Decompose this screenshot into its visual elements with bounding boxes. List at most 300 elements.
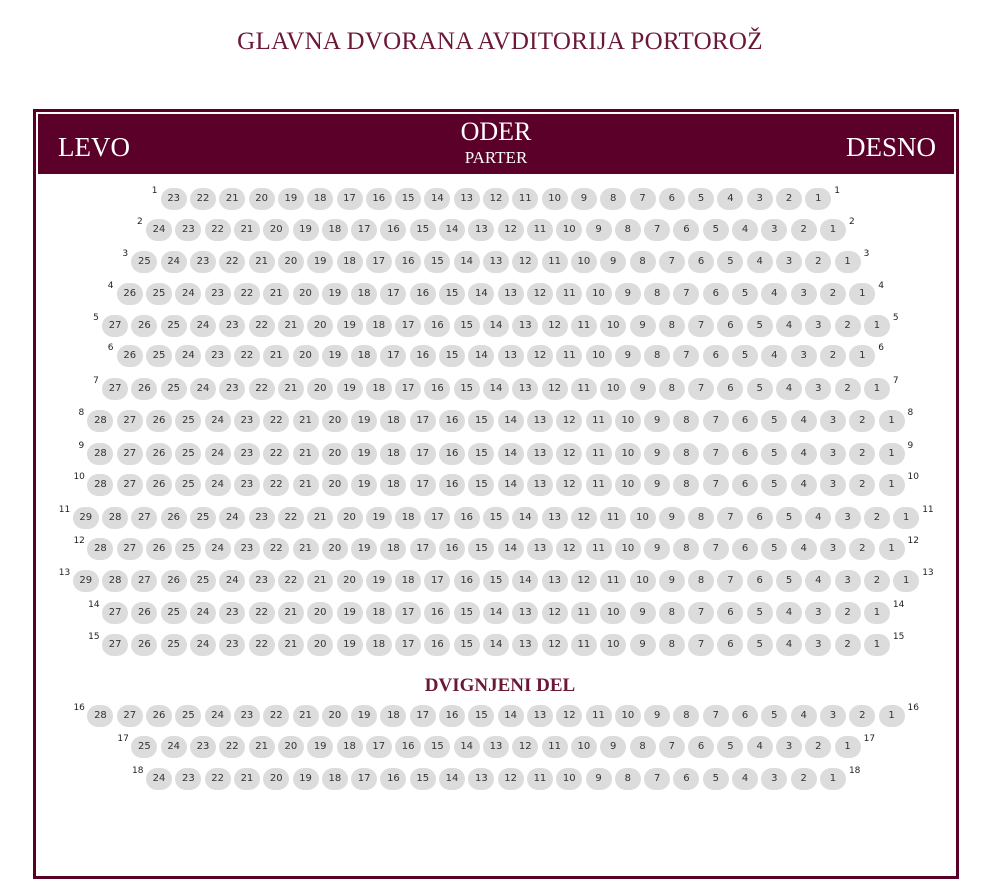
seat[interactable]: 8 bbox=[630, 251, 656, 273]
seat[interactable]: 23 bbox=[190, 251, 216, 273]
seat[interactable]: 2 bbox=[864, 570, 890, 592]
seat[interactable]: 25 bbox=[175, 538, 201, 560]
seat[interactable]: 9 bbox=[644, 410, 670, 432]
seat[interactable]: 2 bbox=[864, 507, 890, 529]
seat[interactable]: 17 bbox=[424, 570, 450, 592]
seat[interactable]: 25 bbox=[161, 378, 187, 400]
seat[interactable]: 23 bbox=[219, 378, 245, 400]
seat[interactable]: 14 bbox=[483, 315, 509, 337]
seat[interactable]: 19 bbox=[293, 219, 319, 241]
seat[interactable]: 24 bbox=[219, 570, 245, 592]
seat[interactable]: 12 bbox=[498, 219, 524, 241]
seat[interactable]: 10 bbox=[600, 634, 626, 656]
seat[interactable]: 16 bbox=[380, 219, 406, 241]
seat[interactable]: 23 bbox=[219, 602, 245, 624]
seat[interactable]: 3 bbox=[820, 410, 846, 432]
seat[interactable]: 1 bbox=[879, 410, 905, 432]
seat[interactable]: 11 bbox=[542, 251, 568, 273]
seat[interactable]: 8 bbox=[630, 736, 656, 758]
seat[interactable]: 26 bbox=[131, 315, 157, 337]
seat[interactable]: 6 bbox=[673, 219, 699, 241]
seat[interactable]: 5 bbox=[732, 345, 758, 367]
seat[interactable]: 1 bbox=[864, 315, 890, 337]
seat[interactable]: 2 bbox=[835, 315, 861, 337]
seat[interactable]: 21 bbox=[293, 538, 319, 560]
seat[interactable]: 1 bbox=[849, 345, 875, 367]
seat[interactable]: 21 bbox=[307, 570, 333, 592]
seat[interactable]: 11 bbox=[586, 443, 612, 465]
seat[interactable]: 27 bbox=[131, 570, 157, 592]
seat[interactable]: 26 bbox=[161, 570, 187, 592]
seat[interactable]: 24 bbox=[161, 251, 187, 273]
seat[interactable]: 24 bbox=[205, 474, 231, 496]
seat[interactable]: 20 bbox=[322, 705, 348, 727]
seat[interactable]: 7 bbox=[630, 188, 656, 210]
seat[interactable]: 9 bbox=[644, 474, 670, 496]
seat[interactable]: 4 bbox=[791, 443, 817, 465]
seat[interactable]: 19 bbox=[366, 570, 392, 592]
seat[interactable]: 5 bbox=[717, 736, 743, 758]
seat[interactable]: 24 bbox=[190, 634, 216, 656]
seat[interactable]: 17 bbox=[410, 443, 436, 465]
seat[interactable]: 20 bbox=[263, 219, 289, 241]
seat[interactable]: 1 bbox=[820, 219, 846, 241]
seat[interactable]: 11 bbox=[571, 634, 597, 656]
seat[interactable]: 4 bbox=[732, 219, 758, 241]
seat[interactable]: 14 bbox=[439, 219, 465, 241]
seat[interactable]: 5 bbox=[776, 507, 802, 529]
seat[interactable]: 26 bbox=[146, 538, 172, 560]
seat[interactable]: 13 bbox=[483, 251, 509, 273]
seat[interactable]: 4 bbox=[717, 188, 743, 210]
seat[interactable]: 19 bbox=[307, 251, 333, 273]
seat[interactable]: 27 bbox=[117, 443, 143, 465]
seat[interactable]: 23 bbox=[175, 219, 201, 241]
seat[interactable]: 3 bbox=[820, 474, 846, 496]
seat[interactable]: 12 bbox=[556, 705, 582, 727]
seat[interactable]: 28 bbox=[102, 570, 128, 592]
seat[interactable]: 26 bbox=[131, 634, 157, 656]
seat[interactable]: 6 bbox=[747, 570, 773, 592]
seat[interactable]: 9 bbox=[630, 378, 656, 400]
seat[interactable]: 2 bbox=[820, 283, 846, 305]
seat[interactable]: 21 bbox=[234, 219, 260, 241]
seat[interactable]: 1 bbox=[864, 378, 890, 400]
seat[interactable]: 16 bbox=[439, 443, 465, 465]
seat[interactable]: 3 bbox=[761, 768, 787, 790]
seat[interactable]: 13 bbox=[454, 188, 480, 210]
seat[interactable]: 6 bbox=[732, 410, 758, 432]
seat[interactable]: 25 bbox=[131, 251, 157, 273]
seat[interactable]: 20 bbox=[293, 345, 319, 367]
seat[interactable]: 18 bbox=[380, 410, 406, 432]
seat[interactable]: 19 bbox=[307, 736, 333, 758]
seat[interactable]: 11 bbox=[512, 188, 538, 210]
seat[interactable]: 24 bbox=[205, 443, 231, 465]
seat[interactable]: 18 bbox=[366, 315, 392, 337]
seat[interactable]: 19 bbox=[351, 705, 377, 727]
seat[interactable]: 4 bbox=[761, 283, 787, 305]
seat[interactable]: 28 bbox=[87, 538, 113, 560]
seat[interactable]: 3 bbox=[791, 283, 817, 305]
seat[interactable]: 13 bbox=[527, 705, 553, 727]
seat[interactable]: 14 bbox=[498, 538, 524, 560]
seat[interactable]: 4 bbox=[776, 315, 802, 337]
seat[interactable]: 22 bbox=[234, 283, 260, 305]
seat[interactable]: 11 bbox=[600, 570, 626, 592]
seat[interactable]: 24 bbox=[161, 736, 187, 758]
seat[interactable]: 9 bbox=[630, 315, 656, 337]
seat[interactable]: 23 bbox=[161, 188, 187, 210]
seat[interactable]: 12 bbox=[527, 345, 553, 367]
seat[interactable]: 7 bbox=[703, 443, 729, 465]
seat[interactable]: 17 bbox=[351, 768, 377, 790]
seat[interactable]: 26 bbox=[161, 507, 187, 529]
seat[interactable]: 22 bbox=[263, 410, 289, 432]
seat[interactable]: 11 bbox=[527, 219, 553, 241]
seat[interactable]: 7 bbox=[659, 251, 685, 273]
seat[interactable]: 13 bbox=[527, 474, 553, 496]
seat[interactable]: 18 bbox=[337, 251, 363, 273]
seat[interactable]: 10 bbox=[615, 474, 641, 496]
seat[interactable]: 13 bbox=[498, 345, 524, 367]
seat[interactable]: 28 bbox=[102, 507, 128, 529]
seat[interactable]: 7 bbox=[703, 410, 729, 432]
seat[interactable]: 14 bbox=[424, 188, 450, 210]
seat[interactable]: 27 bbox=[117, 705, 143, 727]
seat[interactable]: 15 bbox=[395, 188, 421, 210]
seat[interactable]: 21 bbox=[278, 602, 304, 624]
seat[interactable]: 18 bbox=[322, 768, 348, 790]
seat[interactable]: 2 bbox=[835, 602, 861, 624]
seat[interactable]: 10 bbox=[615, 538, 641, 560]
seat[interactable]: 24 bbox=[190, 602, 216, 624]
seat[interactable]: 17 bbox=[337, 188, 363, 210]
seat[interactable]: 4 bbox=[776, 634, 802, 656]
seat[interactable]: 15 bbox=[410, 768, 436, 790]
seat[interactable]: 1 bbox=[879, 705, 905, 727]
seat[interactable]: 7 bbox=[703, 538, 729, 560]
seat[interactable]: 26 bbox=[131, 378, 157, 400]
seat[interactable]: 25 bbox=[190, 507, 216, 529]
seat[interactable]: 21 bbox=[293, 443, 319, 465]
seat[interactable]: 8 bbox=[659, 602, 685, 624]
seat[interactable]: 23 bbox=[205, 283, 231, 305]
seat[interactable]: 8 bbox=[659, 315, 685, 337]
seat[interactable]: 10 bbox=[556, 219, 582, 241]
seat[interactable]: 26 bbox=[131, 602, 157, 624]
seat[interactable]: 3 bbox=[835, 507, 861, 529]
seat[interactable]: 18 bbox=[351, 283, 377, 305]
seat[interactable]: 19 bbox=[322, 283, 348, 305]
seat[interactable]: 12 bbox=[542, 634, 568, 656]
seat[interactable]: 10 bbox=[615, 443, 641, 465]
seat[interactable]: 7 bbox=[688, 634, 714, 656]
seat[interactable]: 17 bbox=[395, 315, 421, 337]
seat[interactable]: 8 bbox=[659, 378, 685, 400]
seat[interactable]: 12 bbox=[571, 570, 597, 592]
seat[interactable]: 22 bbox=[219, 736, 245, 758]
seat[interactable]: 12 bbox=[556, 474, 582, 496]
seat[interactable]: 18 bbox=[307, 188, 333, 210]
seat[interactable]: 8 bbox=[673, 705, 699, 727]
seat[interactable]: 4 bbox=[805, 507, 831, 529]
seat[interactable]: 20 bbox=[322, 474, 348, 496]
seat[interactable]: 8 bbox=[644, 283, 670, 305]
seat[interactable]: 23 bbox=[234, 538, 260, 560]
seat[interactable]: 12 bbox=[556, 410, 582, 432]
seat[interactable]: 12 bbox=[542, 315, 568, 337]
seat[interactable]: 1 bbox=[879, 538, 905, 560]
seat[interactable]: 6 bbox=[717, 602, 743, 624]
seat[interactable]: 21 bbox=[249, 251, 275, 273]
seat[interactable]: 2 bbox=[849, 474, 875, 496]
seat[interactable]: 3 bbox=[820, 538, 846, 560]
seat[interactable]: 11 bbox=[527, 768, 553, 790]
seat[interactable]: 9 bbox=[615, 345, 641, 367]
seat[interactable]: 23 bbox=[234, 410, 260, 432]
seat[interactable]: 2 bbox=[805, 736, 831, 758]
seat[interactable]: 23 bbox=[234, 705, 260, 727]
seat[interactable]: 20 bbox=[293, 283, 319, 305]
seat[interactable]: 1 bbox=[893, 570, 919, 592]
seat[interactable]: 20 bbox=[263, 768, 289, 790]
seat[interactable]: 21 bbox=[278, 315, 304, 337]
seat[interactable]: 19 bbox=[337, 378, 363, 400]
seat[interactable]: 27 bbox=[117, 410, 143, 432]
seat[interactable]: 21 bbox=[278, 378, 304, 400]
seat[interactable]: 7 bbox=[688, 378, 714, 400]
seat[interactable]: 9 bbox=[571, 188, 597, 210]
seat[interactable]: 17 bbox=[410, 474, 436, 496]
seat[interactable]: 4 bbox=[805, 570, 831, 592]
seat[interactable]: 13 bbox=[512, 315, 538, 337]
seat[interactable]: 8 bbox=[615, 768, 641, 790]
seat[interactable]: 10 bbox=[571, 736, 597, 758]
seat[interactable]: 28 bbox=[87, 705, 113, 727]
seat[interactable]: 27 bbox=[102, 378, 128, 400]
seat[interactable]: 12 bbox=[571, 507, 597, 529]
seat[interactable]: 26 bbox=[146, 474, 172, 496]
seat[interactable]: 17 bbox=[366, 736, 392, 758]
seat[interactable]: 10 bbox=[615, 410, 641, 432]
seat[interactable]: 14 bbox=[454, 736, 480, 758]
seat[interactable]: 25 bbox=[146, 345, 172, 367]
seat[interactable]: 6 bbox=[673, 768, 699, 790]
seat[interactable]: 22 bbox=[249, 315, 275, 337]
seat[interactable]: 21 bbox=[263, 283, 289, 305]
seat[interactable]: 14 bbox=[512, 507, 538, 529]
seat[interactable]: 24 bbox=[146, 219, 172, 241]
seat[interactable]: 24 bbox=[205, 538, 231, 560]
seat[interactable]: 12 bbox=[542, 378, 568, 400]
seat[interactable]: 19 bbox=[293, 768, 319, 790]
seat[interactable]: 25 bbox=[161, 602, 187, 624]
seat[interactable]: 24 bbox=[205, 410, 231, 432]
seat[interactable]: 21 bbox=[263, 345, 289, 367]
seat[interactable]: 29 bbox=[73, 570, 99, 592]
seat[interactable]: 25 bbox=[175, 474, 201, 496]
seat[interactable]: 29 bbox=[73, 507, 99, 529]
seat[interactable]: 8 bbox=[673, 538, 699, 560]
seat[interactable]: 10 bbox=[571, 251, 597, 273]
seat[interactable]: 13 bbox=[512, 634, 538, 656]
seat[interactable]: 22 bbox=[263, 474, 289, 496]
seat[interactable]: 2 bbox=[791, 219, 817, 241]
seat[interactable]: 22 bbox=[263, 538, 289, 560]
seat[interactable]: 7 bbox=[717, 570, 743, 592]
seat[interactable]: 17 bbox=[410, 705, 436, 727]
seat[interactable]: 24 bbox=[219, 507, 245, 529]
seat[interactable]: 18 bbox=[366, 634, 392, 656]
seat[interactable]: 15 bbox=[483, 507, 509, 529]
seat[interactable]: 19 bbox=[351, 410, 377, 432]
seat[interactable]: 15 bbox=[454, 634, 480, 656]
seat[interactable]: 11 bbox=[586, 474, 612, 496]
seat[interactable]: 2 bbox=[835, 634, 861, 656]
seat[interactable]: 17 bbox=[351, 219, 377, 241]
seat[interactable]: 5 bbox=[761, 474, 787, 496]
seat[interactable]: 18 bbox=[395, 570, 421, 592]
seat[interactable]: 6 bbox=[688, 736, 714, 758]
seat[interactable]: 9 bbox=[600, 736, 626, 758]
seat[interactable]: 10 bbox=[542, 188, 568, 210]
seat[interactable]: 12 bbox=[512, 736, 538, 758]
seat[interactable]: 10 bbox=[600, 602, 626, 624]
seat[interactable]: 10 bbox=[556, 768, 582, 790]
seat[interactable]: 16 bbox=[439, 705, 465, 727]
seat[interactable]: 21 bbox=[293, 474, 319, 496]
seat[interactable]: 16 bbox=[439, 538, 465, 560]
seat[interactable]: 19 bbox=[337, 634, 363, 656]
seat[interactable]: 2 bbox=[791, 768, 817, 790]
seat[interactable]: 4 bbox=[791, 538, 817, 560]
seat[interactable]: 6 bbox=[732, 538, 758, 560]
seat[interactable]: 1 bbox=[893, 507, 919, 529]
seat[interactable]: 13 bbox=[527, 443, 553, 465]
seat[interactable]: 23 bbox=[249, 570, 275, 592]
seat[interactable]: 15 bbox=[439, 283, 465, 305]
seat[interactable]: 14 bbox=[498, 705, 524, 727]
seat[interactable]: 16 bbox=[410, 345, 436, 367]
seat[interactable]: 1 bbox=[835, 736, 861, 758]
seat[interactable]: 19 bbox=[337, 602, 363, 624]
seat[interactable]: 16 bbox=[395, 736, 421, 758]
seat[interactable]: 7 bbox=[688, 602, 714, 624]
seat[interactable]: 2 bbox=[820, 345, 846, 367]
seat[interactable]: 7 bbox=[673, 283, 699, 305]
seat[interactable]: 18 bbox=[380, 474, 406, 496]
seat[interactable]: 21 bbox=[219, 188, 245, 210]
seat[interactable]: 6 bbox=[732, 705, 758, 727]
seat[interactable]: 18 bbox=[366, 602, 392, 624]
seat[interactable]: 17 bbox=[410, 410, 436, 432]
seat[interactable]: 1 bbox=[805, 188, 831, 210]
seat[interactable]: 28 bbox=[87, 443, 113, 465]
seat[interactable]: 13 bbox=[512, 378, 538, 400]
seat[interactable]: 20 bbox=[249, 188, 275, 210]
seat[interactable]: 2 bbox=[849, 443, 875, 465]
seat[interactable]: 10 bbox=[600, 315, 626, 337]
seat[interactable]: 19 bbox=[351, 474, 377, 496]
seat[interactable]: 8 bbox=[673, 410, 699, 432]
seat[interactable]: 13 bbox=[498, 283, 524, 305]
seat[interactable]: 1 bbox=[864, 634, 890, 656]
seat[interactable]: 3 bbox=[820, 705, 846, 727]
seat[interactable]: 16 bbox=[410, 283, 436, 305]
seat[interactable]: 15 bbox=[410, 219, 436, 241]
seat[interactable]: 9 bbox=[600, 251, 626, 273]
seat[interactable]: 6 bbox=[717, 634, 743, 656]
seat[interactable]: 3 bbox=[791, 345, 817, 367]
seat[interactable]: 15 bbox=[468, 538, 494, 560]
seat[interactable]: 2 bbox=[849, 705, 875, 727]
seat[interactable]: 11 bbox=[586, 538, 612, 560]
seat[interactable]: 3 bbox=[747, 188, 773, 210]
seat[interactable]: 21 bbox=[278, 634, 304, 656]
seat[interactable]: 19 bbox=[351, 443, 377, 465]
seat[interactable]: 23 bbox=[175, 768, 201, 790]
seat[interactable]: 16 bbox=[439, 410, 465, 432]
seat[interactable]: 12 bbox=[556, 538, 582, 560]
seat[interactable]: 27 bbox=[102, 602, 128, 624]
seat[interactable]: 22 bbox=[249, 378, 275, 400]
seat[interactable]: 3 bbox=[805, 315, 831, 337]
seat[interactable]: 25 bbox=[146, 283, 172, 305]
seat[interactable]: 25 bbox=[190, 570, 216, 592]
seat[interactable]: 9 bbox=[644, 443, 670, 465]
seat[interactable]: 3 bbox=[805, 378, 831, 400]
seat[interactable]: 22 bbox=[263, 443, 289, 465]
seat[interactable]: 20 bbox=[337, 507, 363, 529]
seat[interactable]: 1 bbox=[835, 251, 861, 273]
seat[interactable]: 27 bbox=[117, 474, 143, 496]
seat[interactable]: 7 bbox=[644, 219, 670, 241]
seat[interactable]: 4 bbox=[791, 705, 817, 727]
seat[interactable]: 4 bbox=[761, 345, 787, 367]
seat[interactable]: 5 bbox=[747, 378, 773, 400]
seat[interactable]: 9 bbox=[615, 283, 641, 305]
seat[interactable]: 15 bbox=[454, 315, 480, 337]
seat[interactable]: 15 bbox=[424, 251, 450, 273]
seat[interactable]: 8 bbox=[688, 570, 714, 592]
seat[interactable]: 14 bbox=[439, 768, 465, 790]
seat[interactable]: 18 bbox=[380, 705, 406, 727]
seat[interactable]: 20 bbox=[322, 443, 348, 465]
seat[interactable]: 25 bbox=[131, 736, 157, 758]
seat[interactable]: 16 bbox=[424, 315, 450, 337]
seat[interactable]: 13 bbox=[512, 602, 538, 624]
seat[interactable]: 5 bbox=[761, 410, 787, 432]
seat[interactable]: 16 bbox=[366, 188, 392, 210]
seat[interactable]: 19 bbox=[366, 507, 392, 529]
seat[interactable]: 12 bbox=[512, 251, 538, 273]
seat[interactable]: 9 bbox=[586, 219, 612, 241]
seat[interactable]: 10 bbox=[586, 283, 612, 305]
seat[interactable]: 4 bbox=[791, 474, 817, 496]
seat[interactable]: 7 bbox=[644, 768, 670, 790]
seat[interactable]: 15 bbox=[468, 410, 494, 432]
seat[interactable]: 10 bbox=[630, 570, 656, 592]
seat[interactable]: 3 bbox=[805, 602, 831, 624]
seat[interactable]: 13 bbox=[468, 768, 494, 790]
seat[interactable]: 24 bbox=[190, 315, 216, 337]
seat[interactable]: 21 bbox=[249, 736, 275, 758]
seat[interactable]: 8 bbox=[673, 443, 699, 465]
seat[interactable]: 12 bbox=[542, 602, 568, 624]
seat[interactable]: 4 bbox=[747, 736, 773, 758]
seat[interactable]: 20 bbox=[322, 410, 348, 432]
